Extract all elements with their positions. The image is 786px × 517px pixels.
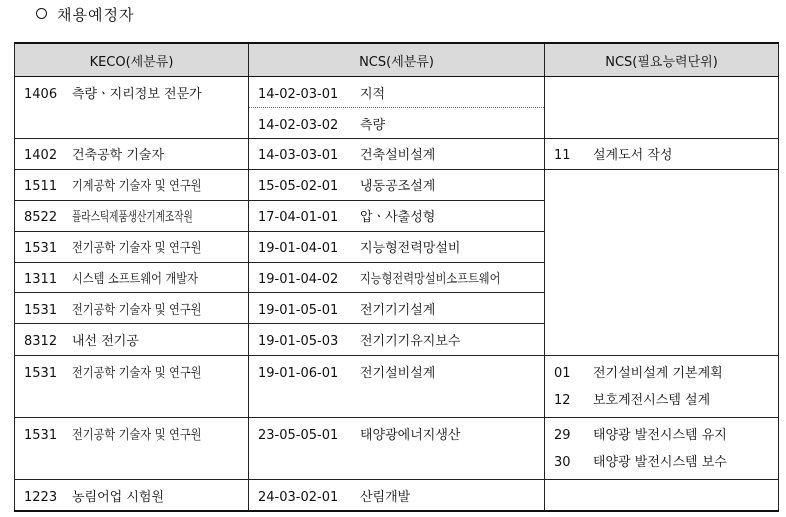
ability-code: 01 — [554, 365, 571, 381]
keco-code: 8312 — [24, 333, 58, 349]
ncs-cell — [249, 355, 545, 417]
keco-name: 농림어업 시험원 — [72, 489, 165, 505]
ncs-name: 냉동공조설계 — [360, 179, 436, 195]
ncs-code: 17-04-01-01 — [258, 210, 339, 226]
keco-code: 1311 — [24, 272, 58, 288]
keco-code: 8522 — [24, 210, 58, 226]
ability-line — [554, 451, 778, 470]
ncs-code: 14-02-03-02 — [258, 117, 339, 133]
ability-cell — [545, 169, 779, 355]
ncs-name: 전기기기설계 — [360, 302, 436, 318]
section-heading-text: 채용예정자 — [57, 6, 135, 24]
keco-cell — [15, 324, 249, 355]
ability-code: 29 — [554, 427, 571, 443]
keco-code: 1402 — [24, 148, 58, 164]
ncs-name: 지능형전력망설비소프트웨어 — [360, 272, 501, 288]
keco-cell — [15, 263, 249, 293]
section-heading — [36, 4, 134, 25]
ability-line — [554, 389, 778, 408]
ncs-code: 19-01-05-01 — [258, 302, 339, 318]
ability-code: 11 — [554, 148, 571, 164]
table-row — [15, 77, 779, 108]
ability-name: 태양광 발전시스템 유지 — [593, 427, 727, 443]
header-ability: NCS(필요능력단위) — [545, 43, 779, 77]
ncs-name: 압ㆍ사출성형 — [360, 210, 436, 226]
keco-code: 1531 — [24, 302, 58, 318]
ncs-name: 산림개발 — [360, 489, 411, 505]
ncs-cell — [249, 231, 545, 262]
table-row — [15, 139, 779, 169]
ncs-cell — [249, 108, 545, 139]
ncs-cell — [249, 169, 545, 200]
table-row — [15, 169, 779, 200]
ncs-code: 23-05-05-01 — [258, 427, 339, 443]
header-keco: KECO(세분류) — [15, 43, 249, 77]
keco-name: 전기공학 기술자 및 연구원 — [72, 302, 202, 318]
ncs-code: 19-01-06-01 — [258, 365, 339, 381]
ncs-code: 19-01-05-03 — [258, 333, 339, 349]
ncs-cell — [249, 324, 545, 355]
ability-name: 태양광 발전시스템 보수 — [593, 454, 727, 470]
keco-code: 1223 — [24, 489, 58, 505]
ncs-cell — [249, 263, 545, 293]
ability-name: 전기설비설계 기본계획 — [593, 365, 723, 381]
ncs-code: 24-03-02-01 — [258, 489, 339, 505]
keco-cell — [15, 293, 249, 324]
job-ncs-table — [14, 42, 779, 512]
ability-cell — [545, 139, 779, 169]
keco-name: 기계공학 기술자 및 연구원 — [72, 179, 202, 195]
keco-name: 시스템 소프트웨어 개발자 — [72, 272, 198, 288]
table-header-row — [15, 43, 779, 77]
ncs-name: 지능형전력망설비 — [360, 241, 461, 257]
ability-cell — [545, 417, 779, 479]
keco-cell — [15, 355, 249, 417]
ncs-code: 19-01-04-01 — [258, 241, 339, 257]
ncs-name: 측량 — [360, 117, 386, 133]
ability-line — [554, 366, 723, 381]
ncs-name: 전기설비설계 — [360, 365, 436, 381]
table-row — [15, 417, 779, 479]
ncs-code: 14-02-03-01 — [258, 86, 339, 102]
ability-name: 설계도서 작성 — [593, 148, 673, 164]
keco-name: 플라스틱제품생산기계조작원 — [72, 210, 193, 226]
keco-code: 1531 — [24, 427, 58, 443]
ability-cell — [545, 77, 779, 139]
ability-code: 30 — [554, 454, 571, 470]
ability-cell — [545, 355, 779, 417]
keco-cell — [15, 77, 249, 139]
ability-cell — [545, 480, 779, 511]
keco-code: 1531 — [24, 365, 58, 381]
keco-name: 전기공학 기술자 및 연구원 — [72, 427, 202, 443]
table-row — [15, 355, 779, 417]
table-row — [15, 480, 779, 511]
ncs-cell — [249, 139, 545, 169]
keco-name: 건축공학 기술자 — [72, 148, 165, 164]
header-ncs: NCS(세분류) — [249, 43, 545, 77]
ability-name: 보호계전시스템 설계 — [593, 392, 711, 408]
ncs-cell — [249, 77, 545, 108]
ncs-name: 건축설비설계 — [360, 148, 436, 164]
ncs-code: 19-01-04-02 — [258, 272, 339, 288]
ability-line — [554, 428, 727, 443]
ncs-cell — [249, 417, 545, 479]
keco-name: 전기공학 기술자 및 연구원 — [72, 365, 202, 381]
keco-cell — [15, 231, 249, 262]
ncs-code: 15-05-02-01 — [258, 179, 339, 195]
keco-cell — [15, 169, 249, 200]
keco-code: 1531 — [24, 241, 58, 257]
circle-bullet-icon — [36, 8, 47, 19]
ncs-cell — [249, 480, 545, 511]
ncs-name: 전기기기유지보수 — [360, 333, 461, 349]
keco-cell — [15, 200, 249, 231]
keco-cell — [15, 480, 249, 511]
keco-cell — [15, 417, 249, 479]
keco-code: 1406 — [24, 87, 58, 102]
ncs-code: 14-03-03-01 — [258, 148, 339, 164]
ncs-cell — [249, 200, 545, 231]
ability-code: 12 — [554, 392, 571, 408]
keco-cell — [15, 139, 249, 169]
ncs-name: 태양광에너지생산 — [360, 427, 461, 443]
ncs-cell — [249, 293, 545, 324]
keco-name: 내선 전기공 — [72, 333, 139, 349]
ncs-name: 지적 — [360, 86, 386, 102]
keco-name: 측량ㆍ지리정보 전문가 — [72, 87, 202, 102]
keco-code: 1511 — [24, 179, 58, 195]
keco-name: 전기공학 기술자 및 연구원 — [72, 241, 202, 257]
